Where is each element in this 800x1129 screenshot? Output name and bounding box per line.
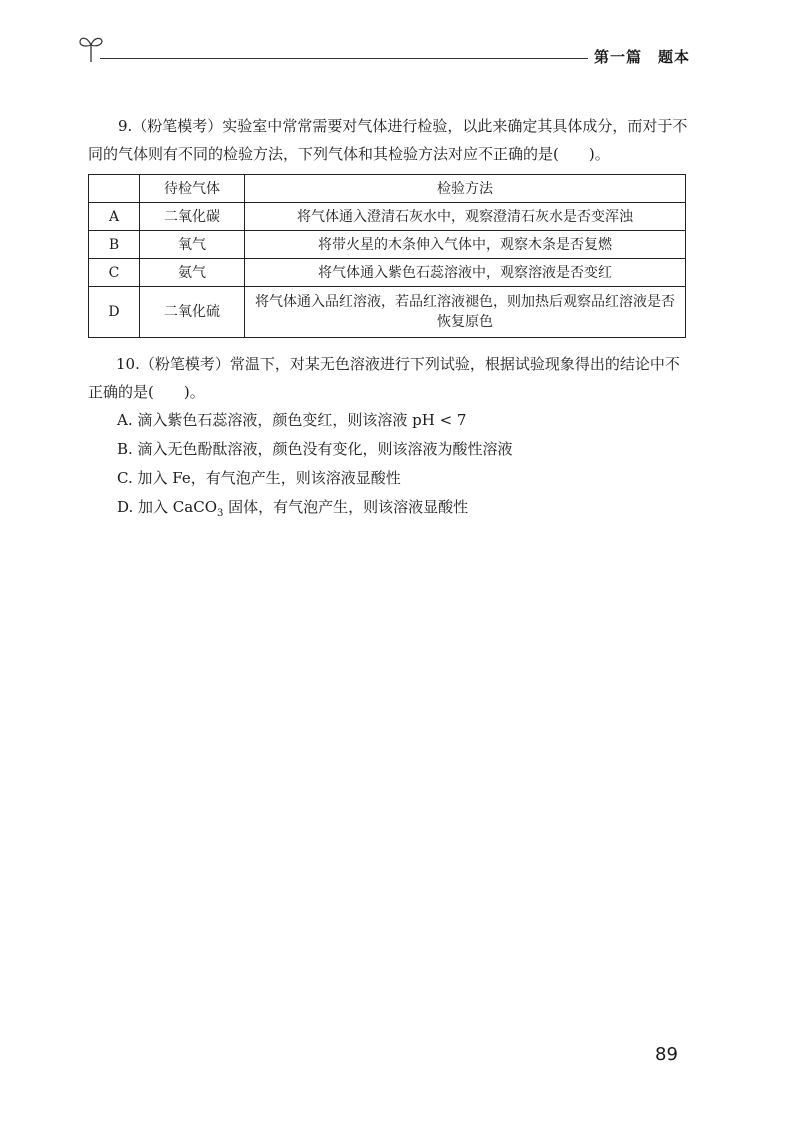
option-d: [117, 493, 513, 528]
header-rule: [100, 58, 588, 59]
row-gas: 氧气: [140, 231, 245, 259]
row-method: 将气体通入品红溶液，若品红溶液褪色，则加热后观察品红溶液是否恢复原色: [245, 287, 686, 338]
table-header-row: [89, 175, 686, 203]
option-d-subscript: 3: [217, 508, 224, 519]
table-header-method: 检验方法: [245, 175, 686, 203]
table-row: [89, 259, 686, 287]
row-method: 将气体通入紫色石蕊溶液中，观察溶液是否变红: [245, 259, 686, 287]
question-10-options: [117, 406, 513, 528]
row-label: B: [89, 231, 140, 259]
row-method: 将气体通入澄清石灰水中，观察澄清石灰水是否变浑浊: [245, 203, 686, 231]
gas-test-table: [88, 174, 686, 338]
table-header-cell: [89, 175, 140, 203]
header-section: 题本: [657, 48, 690, 66]
row-label: C: [89, 259, 140, 287]
option-d-prefix: D. 加入 CaCO: [117, 498, 217, 516]
header-title: [594, 46, 690, 67]
option-b: B. 滴入无色酚酞溶液，颜色没有变化，则该溶液为酸性溶液: [117, 440, 513, 458]
option-d-suffix: 固体，有气泡产生，则该溶液显酸性: [223, 498, 469, 516]
row-label: D: [89, 287, 140, 338]
header-part: 第一篇: [593, 48, 642, 66]
option-c: C. 加入 Fe，有气泡产生，则该溶液显酸性: [117, 469, 401, 487]
table-row: [89, 203, 686, 231]
row-gas: 氨气: [140, 259, 245, 287]
page-header: [78, 30, 690, 70]
page-number: 89: [655, 1044, 678, 1065]
row-gas: 二氧化硫: [140, 287, 245, 338]
option-a: A. 滴入紫色石蕊溶液，颜色变红，则该溶液 pH < 7: [117, 411, 467, 429]
question-10: 10.（粉笔模考）常温下，对某无色溶液进行下列试验，根据试验现象得出的结论中不正确的是( )。: [88, 355, 680, 401]
question-9: 9.（粉笔模考）实验室中常常需要对气体进行检验，以此来确定其具体成分，而对于不同的气体则有不同的检验方法，下列气体和其检验方法对应不正确的是( )。: [88, 117, 688, 163]
table-row: [89, 231, 686, 259]
table-row: [89, 287, 686, 338]
row-label: A: [89, 203, 140, 231]
table-header-gas: 待检气体: [140, 175, 245, 203]
row-method: 将带火星的木条伸入气体中，观察木条是否复燃: [245, 231, 686, 259]
sprout-icon: [78, 32, 104, 64]
row-gas: 二氧化碳: [140, 203, 245, 231]
